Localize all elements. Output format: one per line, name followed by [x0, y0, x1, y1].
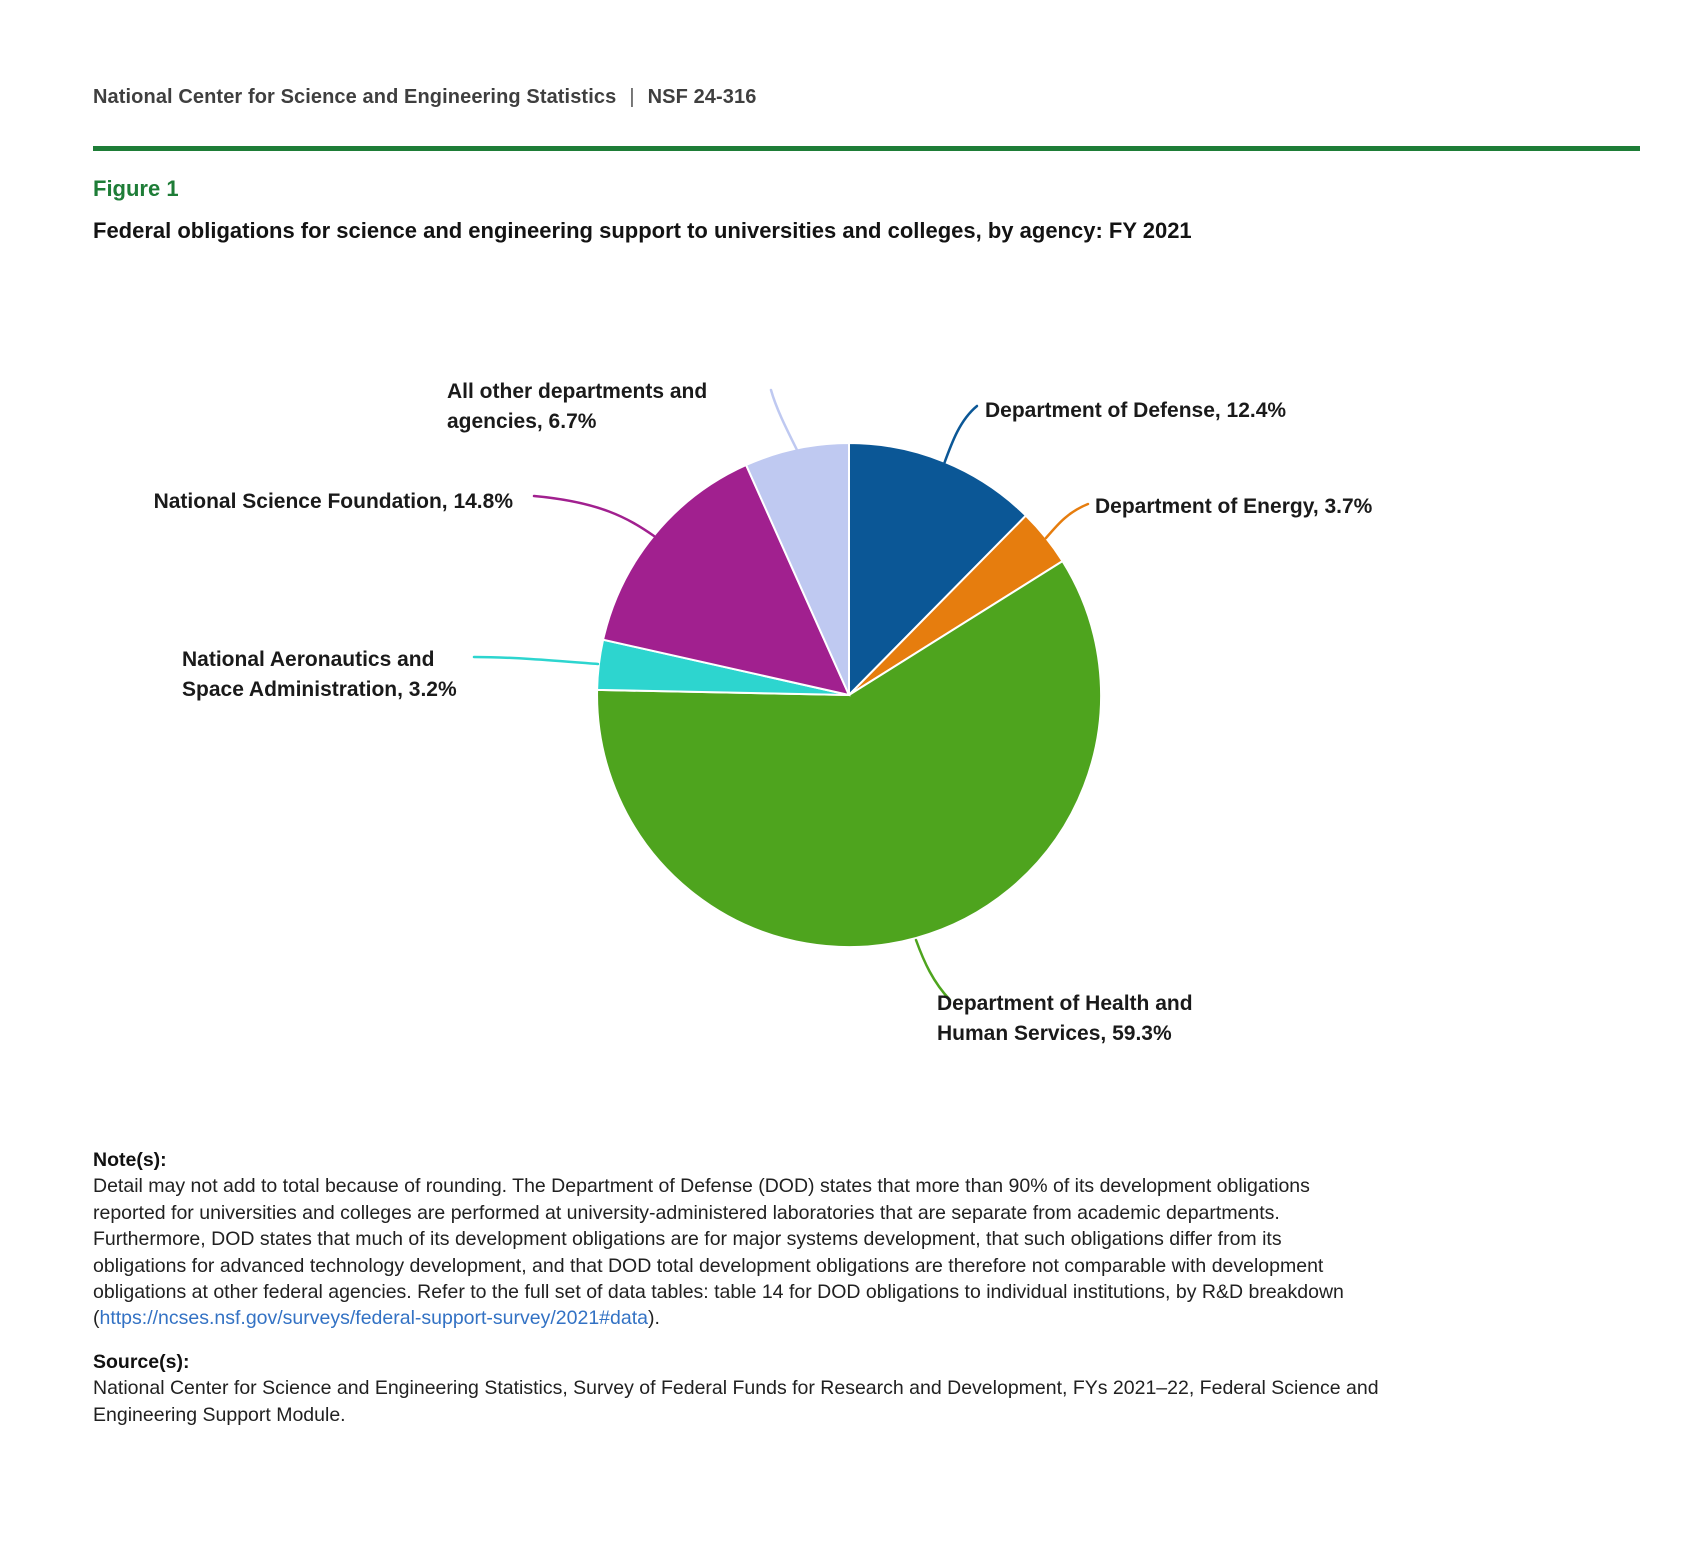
notes-section	[93, 1147, 1344, 1332]
leader-line-nsf	[534, 496, 654, 536]
figure-label: Figure 1	[93, 176, 179, 201]
note-line: obligations at other federal agencies. Refer to the full set of data tables: table 14 for DOD obligations to individual institutions, by R&D breakdown	[93, 1281, 1344, 1304]
leader-line-other	[771, 390, 797, 450]
source-section	[93, 1349, 1379, 1428]
leader-line-doe	[1046, 504, 1088, 538]
note-line: reported for universities and colleges are performed at university-administered laboratories that are separate from academic departments.	[93, 1201, 1280, 1224]
source-line: National Center for Science and Engineering Statistics, Survey of Federal Funds for Research and Development, FYs 2021–22, Federal Science and	[93, 1377, 1379, 1400]
slice-label-doe: Department of Energy, 3.7%	[1095, 495, 1373, 518]
link-prefix: (	[93, 1307, 100, 1330]
org-name: National Center for Science and Engineering Statistics	[93, 86, 617, 108]
source-heading: Source(s):	[93, 1351, 190, 1373]
report-number: NSF 24-316	[647, 86, 757, 108]
note-link-line	[93, 1305, 1344, 1331]
header-separator: |	[629, 86, 635, 108]
leader-line-nasa	[474, 657, 598, 664]
link-suffix: ).	[647, 1307, 660, 1330]
figure-title: Federal obligations for science and engineering support to universities and colleges, by agency: FY 2021	[93, 218, 1192, 243]
slice-label-nasa: National Aeronautics and Space Administration, 3.2%	[182, 648, 457, 701]
slice-label-nsf: National Science Foundation, 14.8%	[153, 490, 513, 513]
slice-label-dod: Department of Defense, 12.4%	[985, 399, 1287, 422]
source-line: Engineering Support Module.	[93, 1403, 346, 1426]
notes-heading: Note(s):	[93, 1149, 167, 1171]
slice-label-hhs: Department of Health and Human Services, 59.3%	[937, 992, 1193, 1045]
note-line: Detail may not add to total because of rounding. The Department of Defense (DOD) states that more than 90% of its development obligations	[93, 1175, 1310, 1198]
note-line: Furthermore, DOD states that much of its development obligations are for major systems development, that such obligations differ from its	[93, 1228, 1282, 1251]
leader-line-dod	[944, 406, 977, 464]
note-line: obligations for advanced technology development, and that DOD total development obligations are therefore not comparable with development	[93, 1254, 1324, 1277]
data-tables-link[interactable]: https://ncses.nsf.gov/surveys/federal-support-survey/2021#data	[99, 1307, 648, 1330]
slice-label-other: All other departments and agencies, 6.7%	[447, 380, 708, 433]
